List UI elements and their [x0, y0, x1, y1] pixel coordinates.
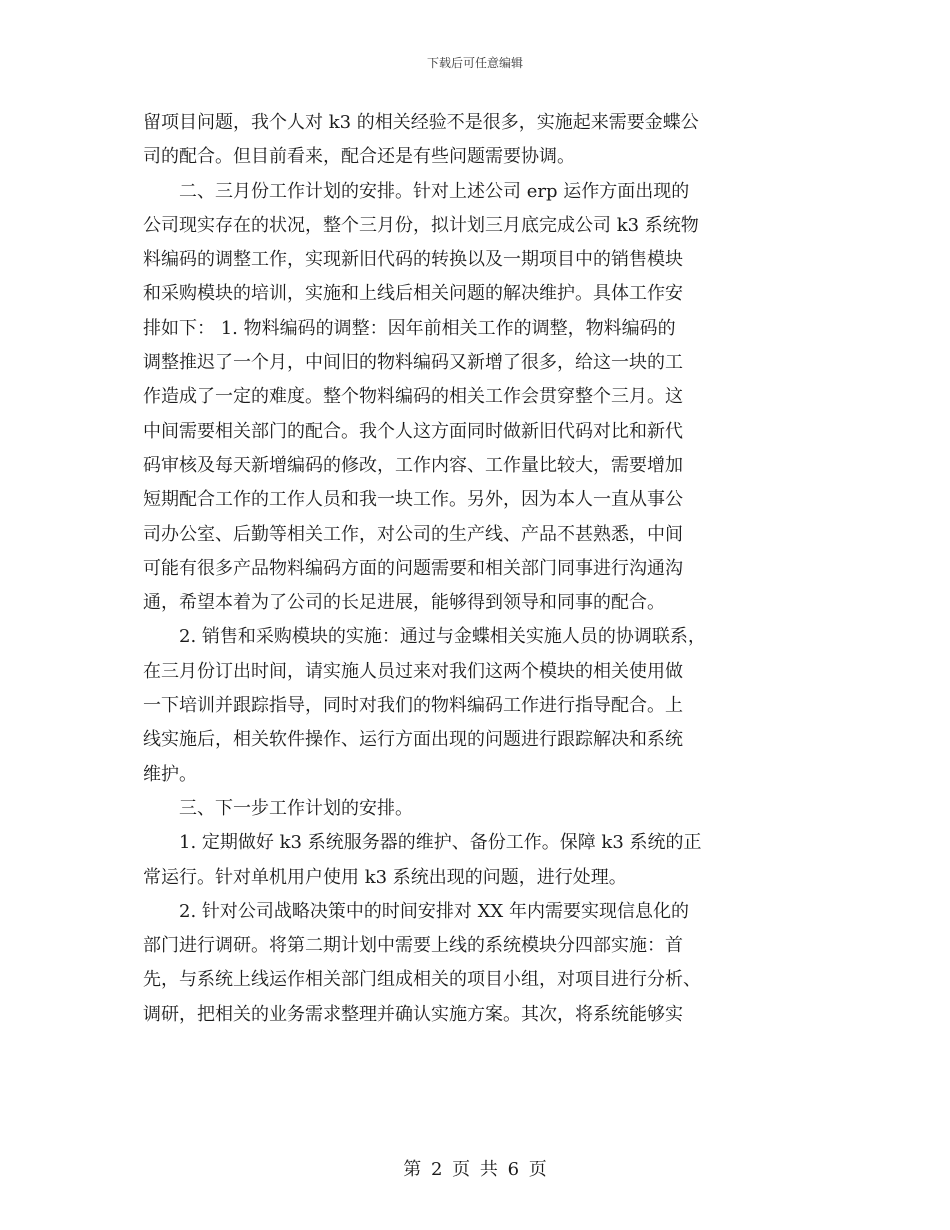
text-line: 短期配合工作的工作人员和我一块工作。另外，因为本人一直从事公	[143, 489, 683, 511]
text-line: 2. 销售和采购模块的实施：通过与金蝶相关实施人员的协调联系，	[143, 626, 706, 648]
text-line: 线实施后，相关软件操作、运行方面出现的问题进行跟踪解决和系统	[143, 729, 683, 751]
document-body	[143, 106, 809, 1032]
text-line: 公司现实存在的状况，整个三月份，拟计划三月底完成公司 k3 系统物	[143, 214, 699, 236]
text-line: 和采购模块的培训，实施和上线后相关问题的解决维护。具体工作安	[143, 283, 683, 305]
text-line: 司的配合。但目前看来，配合还是有些问题需要协调。	[143, 146, 575, 168]
text-line: 2. 针对公司战略决策中的时间安排对 XX 年内需要实现信息化的	[143, 900, 689, 922]
text-line: 维护。	[143, 763, 197, 785]
text-line: 排如下： 1. 物料编码的调整：因年前相关工作的调整，物料编码的	[143, 317, 676, 339]
text-line: 留项目问题，我个人对 k3 的相关经验不是很多，实施起来需要金蝶公	[143, 112, 699, 133]
text-line: 常运行。针对单机用户使用 k3 系统出现的问题，进行处理。	[143, 866, 627, 888]
text-line: 一下培训并跟踪指导，同时对我们的物料编码工作进行指导配合。上	[143, 695, 683, 717]
text-line: 三、下一步工作计划的安排。	[143, 797, 413, 819]
page-header: 下载后可任意编辑	[426, 56, 523, 70]
text-line: 在三月份订出时间，请实施人员过来对我们这两个模块的相关使用做	[143, 660, 683, 682]
text-line: 1. 定期做好 k3 系统服务器的维护、备份工作。保障 k3 系统的正	[143, 832, 702, 854]
text-line: 部门进行调研。将第二期计划中需要上线的系统模块分四部实施：首	[143, 935, 683, 957]
text-line: 中间需要相关部门的配合。我个人这方面同时做新旧代码对比和新代	[143, 420, 683, 442]
text-line: 二、三月份工作计划的安排。针对上述公司 erp 运作方面出现的	[143, 180, 690, 202]
text-line: 码审核及每天新增编码的修改，工作内容、工作量比较大，需要增加	[143, 454, 683, 476]
text-line: 司办公室、后勤等相关工作，对公司的生产线、产品不甚熟悉，中间	[143, 523, 683, 545]
text-line: 作造成了一定的难度。整个物料编码的相关工作会贯穿整个三月。这	[143, 386, 683, 408]
text-line: 先，与系统上线运作相关部门组成相关的项目小组，对项目进行分析、	[143, 969, 701, 991]
page-number-footer: 第 2 页 共 6 页	[403, 1159, 547, 1180]
text-line: 可能有很多产品物料编码方面的问题需要和相关部门同事进行沟通沟	[143, 557, 683, 579]
text-line: 调整推迟了一个月，中间旧的物料编码又新增了很多，给这一块的工	[143, 352, 683, 374]
text-line: 调研，把相关的业务需求整理并确认实施方案。其次，将系统能够实	[143, 1003, 683, 1025]
text-line: 料编码的调整工作，实现新旧代码的转换以及一期项目中的销售模块	[143, 249, 683, 271]
text-line: 通，希望本着为了公司的长足进展，能够得到领导和同事的配合。	[143, 592, 665, 614]
